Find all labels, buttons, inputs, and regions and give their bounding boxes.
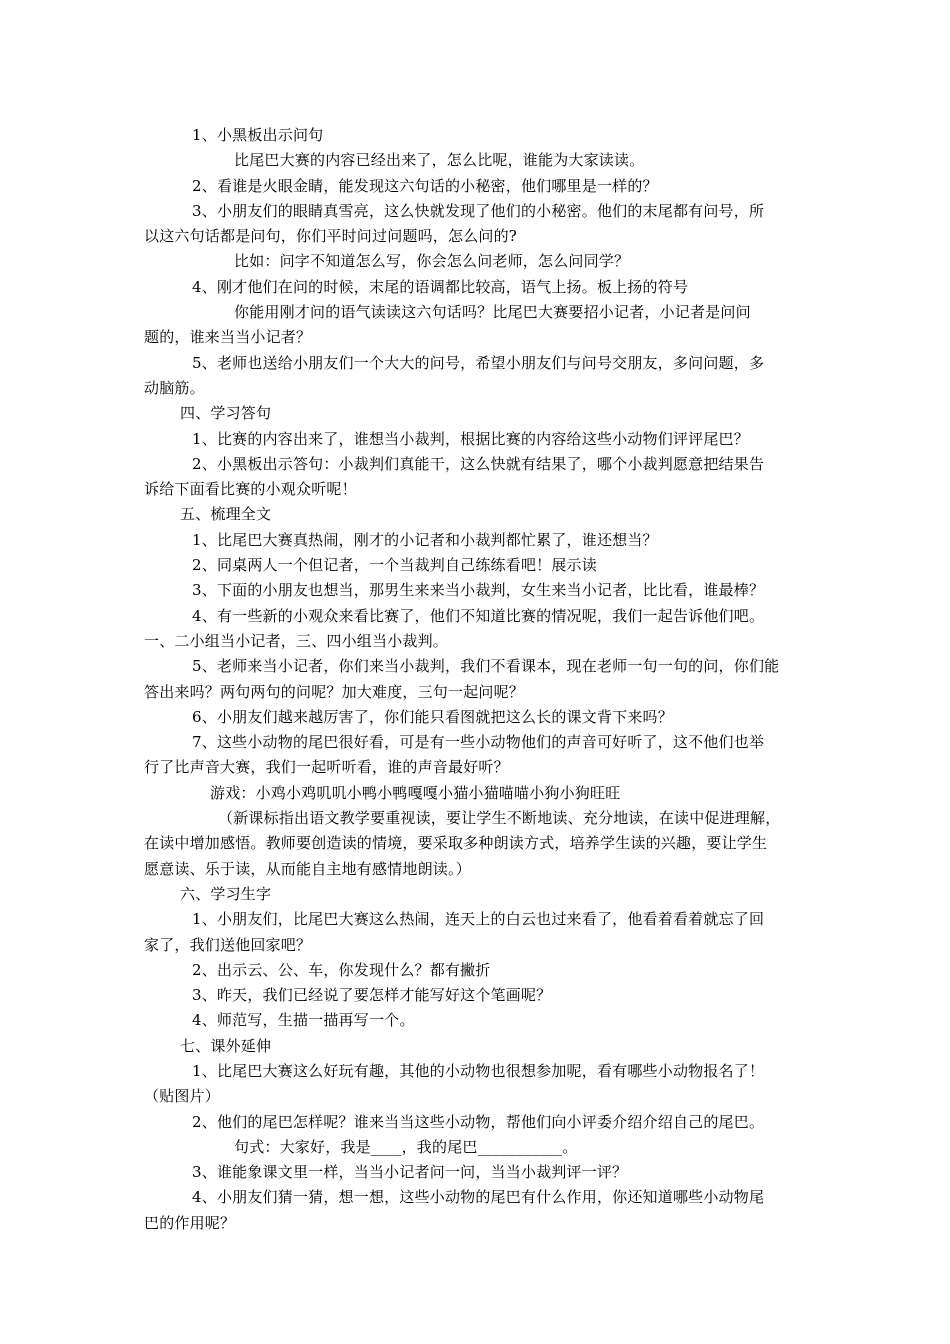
text-line: 3、下面的小朋友也想当，那男生来来当小裁判，女生来当小记者，比比看，谁最棒？: [192, 581, 765, 600]
text-line: 2、他们的尾巴怎样呢？谁来当当这些小动物，帮他们向小评委介绍介绍自己的尾巴。: [192, 1112, 765, 1131]
document-body: [144, 123, 808, 1236]
text-line: 2、同桌两人一个但记者，一个当裁判自己练练看吧！展示读: [192, 556, 597, 575]
text-line: 比尾巴大赛的内容已经出来了，怎么比呢，谁能为大家读读。: [234, 151, 645, 170]
text-line: 1、比尾巴大赛这么好玩有趣，其他的小动物也很想参加呢，看有哪些小动物报名了！: [192, 1061, 765, 1080]
text-line: 6、小朋友们越来越厉害了，你们能只看图就把这么长的课文背下来吗？: [192, 707, 673, 726]
text-line: 4、小朋友们猜一猜，想一想，这些小动物的尾巴有什么作用，你还知道哪些小动物尾: [192, 1188, 765, 1207]
text-line: 家了，我们送他回家吧？: [144, 935, 312, 954]
text-line: 答出来吗？两句两句的问呢？加大难度，三句一起问呢？: [144, 682, 525, 701]
text-line: 2、出示云、公、车，你发现什么？都有撇折: [192, 960, 491, 979]
text-line: 3、昨天，我们已经说了要怎样才能写好这个笔画呢？: [192, 986, 552, 1005]
text-line: 巴的作用呢？: [144, 1213, 236, 1232]
text-line: 动脑筋。: [144, 378, 205, 397]
text-line: 1、比赛的内容出来了，谁想当小裁判，根据比赛的内容给这些小动物们评评尾巴？: [192, 429, 749, 448]
text-line: 以这六句话都是问句，你们平时问过问题吗，怎么问的?: [144, 227, 518, 246]
text-line: 3、小朋友们的眼睛真雪亮，这么快就发现了他们的小秘密。他们的末尾都有问号，所: [192, 201, 765, 220]
text-line: 六、学习生字: [180, 884, 272, 903]
text-line: 句式：大家好，我是____，我的尾巴___________。: [234, 1137, 578, 1156]
text-line: 4、师范写，生描一描再写一个。: [192, 1011, 415, 1030]
text-line: 2、看谁是火眼金睛，能发现这六句话的小秘密，他们哪里是一样的？: [192, 176, 658, 195]
text-line: 在读中增加感悟。教师要创造读的情境，要采取多种朗读方式，培养学生读的兴趣，要让学生: [144, 834, 768, 853]
text-line: 愿意读、乐于读，从而能自主地有感情地朗读。）: [144, 859, 471, 878]
text-line: 你能用刚才问的语气读读这六句话吗？比尾巴大赛要招小记者，小记者是问问: [234, 303, 751, 322]
text-line: 题的，谁来当当小记者？: [144, 328, 312, 347]
text-line: 7、这些小动物的尾巴很好看，可是有一些小动物他们的声音可好听了，这不他们也举: [192, 733, 765, 752]
text-line: 5、老师来当小记者，你们来当小裁判，我们不看课本，现在老师一句一句的问，你们能: [192, 657, 780, 676]
text-line: 5、老师也送给小朋友们一个大大的问号，希望小朋友们与问号交朋友，多问问题，多: [192, 353, 765, 372]
text-line: （新课标指出语文教学要重视读，要让学生不断地读、充分地读，在读中促进理解，: [218, 809, 781, 828]
text-line: 四、学习答句: [180, 404, 272, 423]
text-line: 3、谁能象课文里一样，当当小记者问一问，当当小裁判评一评？: [192, 1163, 628, 1182]
text-line: 2、小黑板出示答句：小裁判们真能干，这么快就有结果了，哪个小裁判愿意把结果告: [192, 454, 765, 473]
text-line: 一、二小组当小记者，三、四小组当小裁判。: [144, 631, 449, 650]
text-line: 行了比声音大赛，我们一起听听看，谁的声音最好听？: [144, 758, 509, 777]
text-line: 4、刚才他们在问的时候，末尾的语调都比较高，语气上扬。板上扬的符号: [192, 277, 689, 296]
text-line: 1、比尾巴大赛真热闹，刚才的小记者和小裁判都忙累了，谁还想当？: [192, 530, 658, 549]
text-line: 诉给下面看比赛的小观众听呢！: [144, 480, 357, 499]
text-line: 五、梳理全文: [180, 505, 272, 524]
text-line: 1、小朋友们，比尾巴大赛这么热闹，连天上的白云也过来看了，他看着看着就忘了回: [192, 910, 765, 929]
text-line: 4、有一些新的小观众来看比赛了，他们不知道比赛的情况呢，我们一起告诉他们吧。: [192, 606, 765, 625]
text-line: 比如：问字不知道怎么写，你会怎么问老师，怎么问同学？: [234, 252, 630, 271]
text-line: 七、课外延伸: [180, 1036, 272, 1055]
text-line: 游戏：小鸡小鸡叽叽小鸭小鸭嘎嘎小猫小猫喵喵小狗小狗旺旺: [210, 783, 621, 802]
text-line: 1、小黑板出示问句: [192, 126, 324, 144]
text-line: （贴图片）: [144, 1087, 221, 1106]
